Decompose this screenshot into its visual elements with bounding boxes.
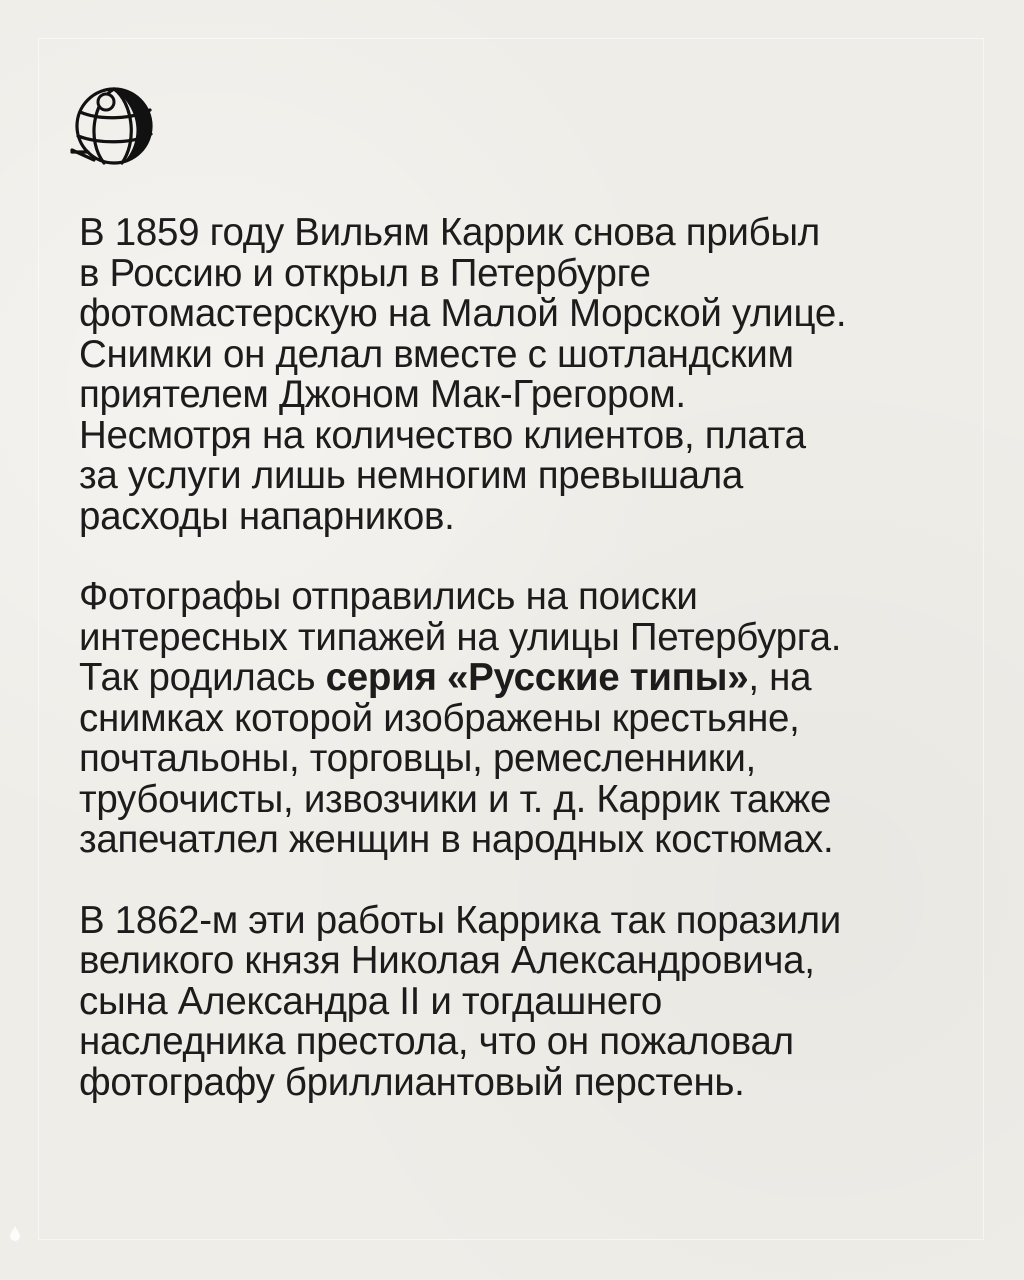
text-line: в Россию и открыл в Петербурге [79,251,651,295]
text-line: фотомастерскую на Малой Морской улице. [79,292,847,335]
paragraph-2 [79,577,979,861]
series-title-bold: серия «Русские типы» [325,656,749,699]
text-line: интересных типажей на улицы Петербурга. [79,615,842,659]
text-segment: Так родилась [79,656,326,699]
text-line: приятелем Джоном Мак-Грегором. [79,373,686,416]
text-line: В 1862-м эти работы Каррика так поразили [79,898,841,942]
text-line: Несмотря на количество клиентов, плата [79,413,806,457]
text-line: снимках которой изображены крестьяне, [79,696,800,740]
text-line: трубочисты, извозчики и т. д. Каррик также [79,777,832,821]
text-line: расходы напарников. [79,494,455,538]
text-line: великого князя Николая Александровича, [79,939,815,982]
text-segment: , на [748,656,812,699]
text-line: фотографу бриллиантовый перстень. [79,1060,745,1104]
text-line: наследника престола, что он пожаловал [79,1020,794,1063]
text-line: почтальоны, торговцы, ремесленники, [79,737,756,780]
text-line-mixed [79,658,979,699]
globe-logo-icon [64,80,164,172]
paragraph-1 [79,213,979,537]
text-line: В 1859 году Вильям Каррик снова прибыл [79,211,820,254]
drop-icon [8,1225,22,1241]
article-text [79,213,979,1103]
text-line: запечатлел женщин в народных костюмах. [79,818,834,861]
text-line: сына Александра II и тогдашнего [79,979,662,1023]
paragraph-3 [79,898,979,1104]
text-line: Фотографы отправились на поиски [79,575,698,618]
text-line: за услуги лишь немногим превышала [79,454,744,497]
text-line: Снимки он делал вместе с шотландским [79,332,794,376]
